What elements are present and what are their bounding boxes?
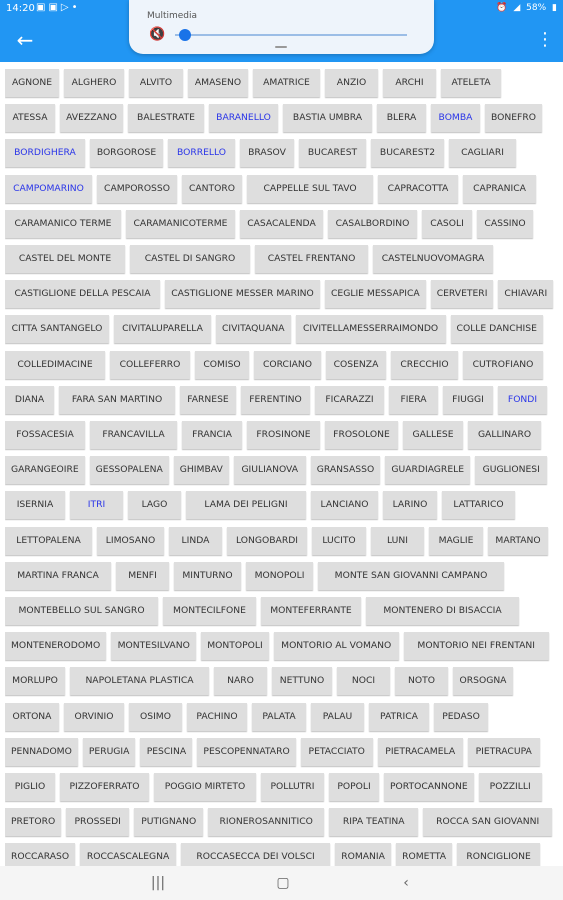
- location-chip[interactable]: ISERNIA: [5, 491, 65, 519]
- location-chip[interactable]: CAPPELLE SUL TAVO: [247, 175, 373, 203]
- location-chip[interactable]: MARTANO: [488, 527, 548, 555]
- location-chip[interactable]: BORDIGHERA: [5, 139, 85, 167]
- location-chip[interactable]: ARCHI: [383, 69, 436, 97]
- chip-row: [5, 491, 520, 519]
- volume-panel: [129, 0, 434, 54]
- location-chip[interactable]: AGNONE: [5, 69, 59, 97]
- location-chip[interactable]: PETACCIATO: [301, 738, 373, 766]
- nav-back-icon: ‹: [403, 875, 409, 891]
- location-chip[interactable]: FROSINONE: [247, 421, 320, 449]
- location-chip[interactable]: CASSINO: [477, 210, 533, 238]
- location-chip[interactable]: BARANELLO: [209, 104, 278, 132]
- location-chip[interactable]: BORRELLO: [168, 139, 235, 167]
- battery-icon: ▮: [552, 3, 557, 13]
- arrow-back-icon: ←: [16, 28, 34, 52]
- location-chip[interactable]: PATRICA: [369, 703, 429, 731]
- location-chip[interactable]: LINDA: [169, 527, 222, 555]
- location-chip[interactable]: ORSOGNA: [453, 667, 513, 695]
- location-chip[interactable]: CASTIGLIONE DELLA PESCAIA: [5, 280, 160, 308]
- location-chip[interactable]: CIVITELLAMESSERRAIMONDO: [296, 315, 446, 343]
- location-chip[interactable]: MONTECILFONE: [163, 597, 256, 625]
- location-chip[interactable]: MONTEFERRANTE: [261, 597, 361, 625]
- location-chip[interactable]: ALVITO: [129, 69, 183, 97]
- location-chip[interactable]: LAGO: [128, 491, 181, 519]
- location-chip[interactable]: NARO: [214, 667, 267, 695]
- location-chip[interactable]: ITRI: [70, 491, 123, 519]
- location-chip[interactable]: GRANSASSO: [311, 456, 380, 484]
- location-chip[interactable]: ANZIO: [325, 69, 378, 97]
- location-chip[interactable]: CAMPOROSSO: [97, 175, 177, 203]
- location-chip[interactable]: MONTOPOLI: [201, 632, 268, 660]
- chip-row: [5, 139, 521, 167]
- location-chip[interactable]: MONTENERO DI BISACCIA: [366, 597, 519, 625]
- chip-row: [5, 843, 545, 866]
- location-chip[interactable]: PUTIGNANO: [134, 808, 203, 836]
- chip-row: [5, 738, 545, 766]
- location-chip[interactable]: FERENTINO: [241, 386, 310, 414]
- location-chip[interactable]: ATELETA: [441, 69, 501, 97]
- volume-slider-track[interactable]: [175, 34, 407, 36]
- chip-row: [5, 386, 552, 414]
- location-chip[interactable]: PESCOPENNATARO: [197, 738, 295, 766]
- location-chip[interactable]: AMASENO: [188, 69, 248, 97]
- location-chip[interactable]: RONCIGLIONE: [457, 843, 540, 866]
- location-chip[interactable]: LETTOPALENA: [5, 527, 92, 555]
- location-chip[interactable]: PIETRACAMELA: [378, 738, 463, 766]
- location-chip[interactable]: MONTEBELLO SUL SANGRO: [5, 597, 158, 625]
- location-chip[interactable]: PORTOCANNONE: [384, 773, 474, 801]
- status-time: 14:20: [6, 3, 35, 14]
- location-chip[interactable]: BUCAREST2: [371, 139, 444, 167]
- chip-row: [5, 421, 546, 449]
- location-chip[interactable]: ROCCA SAN GIOVANNI: [423, 808, 552, 836]
- volume-off-icon[interactable]: 🔇: [149, 27, 166, 42]
- location-chip[interactable]: ATESSA: [5, 104, 55, 132]
- location-chip[interactable]: CRECCHIO: [391, 351, 458, 379]
- notification-icons: [36, 2, 81, 13]
- notification-icon: ▷: [60, 2, 72, 13]
- location-chip[interactable]: MINTURNO: [174, 562, 241, 590]
- location-chip[interactable]: CASALBORDINO: [328, 210, 417, 238]
- location-chip[interactable]: MAGLIE: [429, 527, 483, 555]
- volume-slider-thumb[interactable]: [179, 29, 191, 41]
- location-chip[interactable]: PALATA: [252, 703, 306, 731]
- chip-row: [5, 527, 553, 555]
- location-chip[interactable]: CASTIGLIONE MESSER MARINO: [165, 280, 320, 308]
- location-chip[interactable]: FRANCAVILLA: [90, 421, 177, 449]
- chip-row: [5, 667, 518, 695]
- location-chip[interactable]: MONTENERODOMO: [5, 632, 106, 660]
- location-chip[interactable]: LIMOSANO: [97, 527, 164, 555]
- location-chip[interactable]: PROSSEDI: [66, 808, 129, 836]
- location-chip[interactable]: FOSSACESIA: [5, 421, 85, 449]
- location-chip[interactable]: MENFI: [116, 562, 169, 590]
- location-chip[interactable]: MONTORIO AL VOMANO: [274, 632, 399, 660]
- location-chip[interactable]: FIUGGI: [443, 386, 493, 414]
- location-chip[interactable]: MONOPOLI: [246, 562, 313, 590]
- location-chip[interactable]: PIETRACUPA: [468, 738, 540, 766]
- nav-back-button[interactable]: [395, 872, 417, 894]
- location-chip[interactable]: FROSOLONE: [325, 421, 398, 449]
- home-button[interactable]: [272, 872, 294, 894]
- location-chip[interactable]: AMATRICE: [253, 69, 320, 97]
- chip-row: [5, 245, 498, 273]
- location-chip[interactable]: CANTORO: [182, 175, 242, 203]
- location-chip[interactable]: LAMA DEI PELIGNI: [186, 491, 306, 519]
- location-chip[interactable]: GALLESE: [403, 421, 463, 449]
- location-chip[interactable]: PRETORO: [5, 808, 61, 836]
- location-grid: [5, 69, 561, 866]
- location-chip[interactable]: POZZILLI: [479, 773, 542, 801]
- location-chip[interactable]: NETTUNO: [272, 667, 332, 695]
- location-chip[interactable]: GESSOPALENA: [90, 456, 169, 484]
- location-chip[interactable]: POGGIO MIRTETO: [154, 773, 256, 801]
- location-chip[interactable]: MONTESILVANO: [111, 632, 196, 660]
- location-chip[interactable]: CASTEL DI SANGRO: [130, 245, 250, 273]
- location-chip[interactable]: GHIMBAV: [174, 456, 229, 484]
- location-chip[interactable]: ORTONA: [5, 703, 59, 731]
- location-chip[interactable]: BORGOROSE: [90, 139, 163, 167]
- chip-row: [5, 210, 538, 238]
- recents-button[interactable]: [147, 872, 169, 894]
- location-chip[interactable]: COMISO: [195, 351, 249, 379]
- location-chip[interactable]: PENNADOMO: [5, 738, 78, 766]
- location-chip[interactable]: GUGLIONESI: [475, 456, 547, 484]
- location-chip[interactable]: LATTARICO: [442, 491, 515, 519]
- home-icon: ▢: [276, 875, 290, 891]
- location-chip[interactable]: CIVITALUPARELLA: [114, 315, 211, 343]
- alarm-icon: ⏰: [496, 3, 508, 13]
- location-chip[interactable]: BRASOV: [240, 139, 294, 167]
- location-chip[interactable]: PALAU: [311, 703, 364, 731]
- back-button[interactable]: [10, 26, 40, 54]
- location-chip[interactable]: PIZZOFERRATO: [60, 773, 149, 801]
- location-chip[interactable]: FICARAZZI: [315, 386, 384, 414]
- chip-row: [5, 280, 558, 308]
- location-chip[interactable]: GARANGEOIRE: [5, 456, 85, 484]
- notification-icon: •: [71, 2, 81, 13]
- location-chip[interactable]: POPOLI: [329, 773, 379, 801]
- location-chip[interactable]: BASTIA UMBRA: [283, 104, 372, 132]
- location-chip[interactable]: CITTA SANTANGELO: [5, 315, 109, 343]
- location-chip[interactable]: CASTELNUOVOMAGRA: [373, 245, 493, 273]
- location-chip[interactable]: CASTEL DEL MONTE: [5, 245, 125, 273]
- location-chip[interactable]: LARINO: [383, 491, 437, 519]
- chip-row: [5, 562, 509, 590]
- location-chip[interactable]: CARAMANICO TERME: [5, 210, 121, 238]
- location-chip[interactable]: ORVINIO: [64, 703, 124, 731]
- location-chip[interactable]: PESCINA: [140, 738, 192, 766]
- location-chip[interactable]: FARA SAN MARTINO: [59, 386, 175, 414]
- location-chip[interactable]: NAPOLETANA PLASTICA: [70, 667, 209, 695]
- location-chip[interactable]: COSENZA: [326, 351, 386, 379]
- more-vert-icon: ⋮: [536, 29, 554, 50]
- chip-row: [5, 315, 548, 343]
- location-chip[interactable]: CASACALENDA: [240, 210, 323, 238]
- location-chip[interactable]: AVEZZANO: [60, 104, 123, 132]
- location-chip[interactable]: ROMETTA: [396, 843, 452, 866]
- chip-row: [5, 773, 547, 801]
- location-chip[interactable]: COLLEFERRO: [110, 351, 190, 379]
- navigation-bar: [0, 866, 563, 900]
- location-chip[interactable]: CAPRANICA: [463, 175, 536, 203]
- location-chip[interactable]: GUARDIAGRELE: [385, 456, 470, 484]
- location-chip[interactable]: CUTROFIANO: [463, 351, 543, 379]
- location-chip[interactable]: BONEFRO: [485, 104, 542, 132]
- location-chip[interactable]: CASTEL FRENTANO: [255, 245, 368, 273]
- location-chip[interactable]: RIONEROSANNITICO: [208, 808, 324, 836]
- recents-icon: |||: [150, 875, 166, 891]
- location-chip[interactable]: CAPRACOTTA: [378, 175, 458, 203]
- location-chip[interactable]: PIGLIO: [5, 773, 55, 801]
- location-chip[interactable]: OSIMO: [129, 703, 182, 731]
- location-chip[interactable]: ROCCASCALEGNA: [80, 843, 176, 866]
- location-chip[interactable]: MONTE SAN GIOVANNI CAMPANO: [318, 562, 504, 590]
- location-chip[interactable]: CASOLI: [422, 210, 472, 238]
- location-chip[interactable]: ROCCASECCA DEI VOLSCI: [181, 843, 330, 866]
- location-chip[interactable]: MONTORIO NEI FRENTANI: [404, 632, 549, 660]
- location-chip[interactable]: LUNI: [371, 527, 424, 555]
- location-chip[interactable]: GIULIANOVA: [234, 456, 306, 484]
- wifi-icon: ◢: [513, 3, 521, 13]
- chip-row: [5, 69, 506, 97]
- notification-icon: ▣: [36, 2, 49, 13]
- location-chip[interactable]: FRANCIA: [182, 421, 242, 449]
- system-icons: [493, 3, 557, 13]
- chip-row: [5, 175, 541, 203]
- location-chip[interactable]: BOMBA: [431, 104, 480, 132]
- location-chip[interactable]: PACHINO: [187, 703, 247, 731]
- chip-row: [5, 456, 552, 484]
- location-chip[interactable]: MORLUPO: [5, 667, 65, 695]
- location-chip[interactable]: FIERA: [389, 386, 438, 414]
- location-chip[interactable]: FARNESE: [180, 386, 236, 414]
- location-chip[interactable]: ROMANIA: [335, 843, 391, 866]
- location-chip[interactable]: CAGLIARI: [449, 139, 516, 167]
- location-chip[interactable]: LANCIANO: [311, 491, 378, 519]
- location-chip[interactable]: LONGOBARDI: [227, 527, 307, 555]
- location-chip[interactable]: GALLINARO: [468, 421, 541, 449]
- location-chip[interactable]: CERVETERI: [431, 280, 494, 308]
- chip-row: [5, 632, 554, 660]
- location-chip[interactable]: NOTO: [395, 667, 448, 695]
- location-chip[interactable]: LUCITO: [312, 527, 366, 555]
- location-chip[interactable]: CORCIANO: [254, 351, 321, 379]
- location-chip[interactable]: ALGHERO: [64, 69, 124, 97]
- location-chip[interactable]: CHIAVARI: [498, 280, 553, 308]
- location-chip[interactable]: POLLUTRI: [261, 773, 324, 801]
- chip-row: [5, 597, 524, 625]
- location-chip[interactable]: BALESTRATE: [128, 104, 204, 132]
- location-chip[interactable]: MARTINA FRANCA: [5, 562, 111, 590]
- chip-row: [5, 351, 548, 379]
- location-chip[interactable]: COLLE DANCHISE: [451, 315, 543, 343]
- location-chip[interactable]: CAMPOMARINO: [5, 175, 92, 203]
- panel-drag-handle[interactable]: [275, 46, 287, 48]
- chip-row: [5, 808, 557, 836]
- location-chip[interactable]: DIANA: [5, 386, 54, 414]
- location-chip[interactable]: FONDI: [498, 386, 547, 414]
- overflow-menu-button[interactable]: [535, 26, 555, 54]
- location-chip[interactable]: PERUGIA: [83, 738, 136, 766]
- chip-row: [5, 104, 547, 132]
- location-chip[interactable]: PEDASO: [434, 703, 488, 731]
- location-chip[interactable]: BUCAREST: [299, 139, 366, 167]
- battery-percent: 58%: [526, 3, 547, 13]
- location-chip[interactable]: NOCI: [337, 667, 390, 695]
- location-chip[interactable]: BLERA: [377, 104, 426, 132]
- location-chip[interactable]: CEGLIE MESSAPICA: [325, 280, 426, 308]
- location-chip[interactable]: COLLEDIMACINE: [5, 351, 105, 379]
- chip-row: [5, 703, 493, 731]
- notification-icon: ▣: [48, 2, 61, 13]
- location-chip[interactable]: ROCCARASO: [5, 843, 75, 866]
- volume-label: Multimedia: [147, 11, 198, 21]
- location-chip[interactable]: RIPA TEATINA: [329, 808, 418, 836]
- location-chip[interactable]: CIVITAQUANA: [216, 315, 291, 343]
- location-chip[interactable]: CARAMANICOTERME: [126, 210, 235, 238]
